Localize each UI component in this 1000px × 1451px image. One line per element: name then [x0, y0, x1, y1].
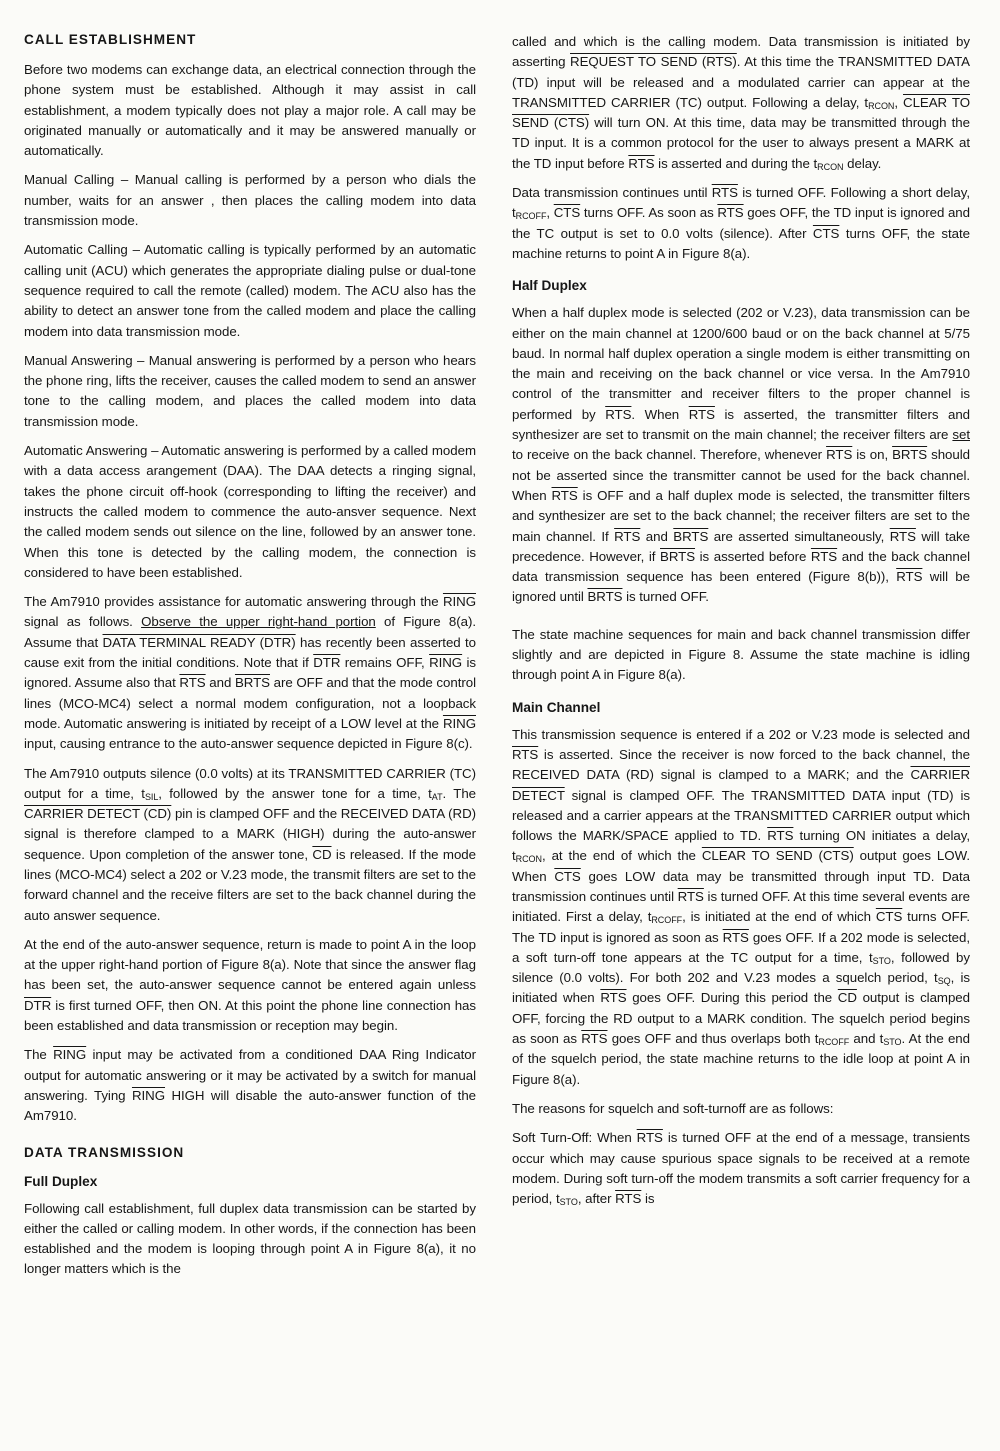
paragraph-auto-answer-end: At the end of the auto-answer sequence, return is made to point A in the loop at the upper right-hand portion of Figure 8(a). Note that since the answer flag has been set, the auto-answer sequence cannot be entered again unless $\overline{DTR}$ is first turned OFF, then ON. At this point the phone line connection has been established and data transmission or reception may begin.: [24, 936, 476, 1034]
paragraph-squelch-reasons: The reasons for squelch and soft-turnoff are as follows:: [512, 1100, 834, 1116]
paragraph-full-duplex: Following call establishment, full duplex data transmission can be started by either the called or calling modem. In other words, if the connection has been established and the modem is looping through point A in Figure 8(a), it no longer matters which is the: [24, 1200, 476, 1277]
paragraph-full-duplex-cont: called and which is the calling modem. Data transmission is initiated by asserting REQUEST TO SEND (RTS). At this time the TRANSMITTED DATA (TD) input will be released and a modulated carrier can appear at the TRANSMITTED CARRIER (TC) output. Following a delay, $t_{RCON}$, CLEAR TO SEND (CTS) will turn ON. At this time, data may be transmitted through the TD input. It is a common protocol for the user to always present a MARK at the TD input before $\overline{RTS}$ is asserted and during the $t_{RCON}$ delay.: [512, 34, 970, 172]
paragraph-manual-calling: Manual Calling – Manual calling is performed by a person who dials the number, waits for an answer , then places the calling modem into data transmission mode.: [24, 172, 476, 229]
heading-data-transmission: DATA TRANSMISSION: [24, 1144, 185, 1160]
paragraph-silence-output: The Am7910 outputs silence (0.0 volts) at its TRANSMITTED CARRIER (TC) output for a time, $t_{SIL}$, followed by the answer tone for a time, $t_{AT}$. The CARRIER DETECT (CD) pin is clamped OFF and the RECEIVED DATA (RD) signal is therefore clamped to a MARK (HIGH) during the auto-answer sequence. Upon completion of the answer tone, $\overline{CD}$ is released. If the mode lines (MCO-MC4) select a 202 or V.23 mode, the transmit filters are set to the forward channel and the receive filters are set to the back channel during the auto answer sequence.: [24, 765, 477, 923]
paragraph-soft-turn-off: Soft Turn-Off: When $\overline{RTS}$ is turned OFF at the end of a message, transients occur which may cause spurious space signals to be received at a remote modem. During soft turn-off the modem transmits a soft carrier frequency for a period, $t_{STO}$, after $\overline{RTS}$ is: [512, 1130, 970, 1208]
paragraph-main-channel: This transmission sequence is entered if a 202 or V.23 mode is selected and $\overline{RTS}$ is asserted. Since the receiver is now forced to the back channel, the RECEIVED DATA (RD) signal is clamped to a MARK; and the CARRIER DETECT signal is clamped OFF. The TRANSMITTED DATA input (TD) is released and a carrier appears at the TRANSMITTED CARRIER output which follows the MARK/SPACE applied to TD. $\overline{RTS}$ turning ON initiates a delay, $t_{RCON}$, at the end of which the CLEAR TO SEND (CTS) output goes LOW. When $\overline{CTS}$ goes LOW data may be transmitted through input TD. Data transmission continues until $\overline{RTS}$ is turned OFF. At this time several events are initiated. First a delay, $t_{RCOFF}$, is initiated at the end of which $\overline{CTS}$ turns OFF. The TD input is ignored as soon as $\overline{RTS}$ goes OFF. If a 202 mode is selected, a soft turn-off tone appears at the TC output for a time, $t_{STO}$, followed by silence (0.0 volts). For both 202 and V.23 modes a squelch period, $t_{SQ}$, is initiated when $\overline{RTS}$ goes OFF. During this period the $\overline{CD}$ output is clamped OFF, forcing the RD output to a MARK condition. The squelch period begins as soon as $\overline{RTS}$ goes OFF and thus overlaps both $t_{RCOFF}$ and $t_{STO}$. At the end of the squelch period, the state machine returns to the idle loop at point A in Figure 8(a).: [512, 726, 971, 1087]
paragraph-state-machine: The state machine sequences for main and back channel transmission differ slightly and are depicted in Figure 8. Assume the state machine is idling through point A in Figure 8(a).: [512, 626, 970, 683]
heading-main-channel: Main Channel: [512, 699, 601, 715]
heading-full-duplex: Full Duplex: [24, 1173, 98, 1189]
right-column: [512, 30, 970, 1451]
paragraph-transmission-continues: Data transmission continues until $\overline{RTS}$ is turned OFF. Following a short delay, $t_{RCOFF}$, $\overline{CTS}$ turns OFF. As soon as $\overline{RTS}$ goes OFF, the TD input is ignored and the TC output is set to 0.0 volts (silence). After $\overline{CTS}$ turns OFF, the state machine returns to point A in Figure 8(a).: [512, 185, 970, 261]
heading-half-duplex: Half Duplex: [512, 278, 587, 294]
paragraph-call-intro: Before two modems can exchange data, an electrical connection through the phone system must be established. Although it may assist in call establishment, a modem typically does not play a major role. A call may be originated manually or automatically and it may be answered manually or automatically.: [24, 62, 476, 159]
heading-call-establishment: CALL ESTABLISHMENT: [24, 32, 197, 47]
spacer: [512, 617, 970, 625]
paragraph-automatic-calling: Automatic Calling – Automatic calling is typically performed by an automatic calling unit (ACU) which generates the appropriate dialing pulse or dual-tone sequence required to call the remote (called) modem. The ACU also has the ability to detect an answer tone from the called modem and place the calling modem into data transmission mode.: [24, 242, 476, 339]
paragraph-automatic-answering: Automatic Answering – Automatic answering is performed by a called modem with a data access arangement (DAA). The DAA detects a ringing signal, takes the phone circuit off-hook (corresponding to lifting the receiver) and instructs the called modem to commence the auto-ansver sequence. Next the called modem sends out silence on the line, followed by an answer tone. When this tone is detected by the calling modem, the connection is considered to have been established.: [24, 443, 476, 580]
left-column: [24, 30, 476, 1451]
paragraph-manual-answering: Manual Answering – Manual answering is performed by a person who hears the phone ring, lifts the receiver, causes the called modem to send an answer tone to the calling modem, and places the called modem into data transmission mode.: [24, 352, 476, 429]
paragraph-half-duplex: When a half duplex mode is selected (202 or V.23), data transmission can be either on the main channel at 1200/600 baud or on the back channel at 5/75 baud. In normal half duplex operation a single modem is either transmitting on the main and receiving on the back channel or vice versa. In the Am7910 control of the transmitter and receiver filters to the proper channel is performed by $\overline{RTS}$. When $\overline{RTS}$ is asserted, the transmitter filters and synthesizer are set to transmit on the main channel; the receiver filters are set to receive on the back channel. Therefore, whenever $\overline{RTS}$ is on, BRTS should not be asserted since the transmitter cannot be used for the back channel. When $\overline{RTS}$ is OFF and a half duplex mode is selected, the transmitter filters and synthesizer are set to the back channel; the receiver filters are set to the main channel. If $\overline{RTS}$ and BRTS are asserted simultaneously, $\overline{RTS}$ will take precedence. However, if BRTS is asserted before $\overline{RTS}$ and the back channel data transmission sequence has been entered (Figure 8(b)), $\overline{RTS}$ will be ignored until BRTS is turned OFF.: [512, 305, 971, 605]
paragraph-am7910-ring: The Am7910 provides assistance for automatic answering through the RING signal as follows. Observe the upper right-hand portion of Figure 8(a). Assume that DATA TERMINAL READY (DTR) has recently been asserted to cause exit from the initial conditions. Note that if $\overline{DTR}$ remains OFF, RING is ignored. Assume also that $\overline{RTS}$ and BRTS are OFF and that the mode control lines (MCO-MC4) select a normal modem configuration, not a loopback mode. Automatic answering is initiated by receipt of a LOW level at the RING input, causing entrance to the auto-answer sequence depicted in Figure 8(c).: [24, 594, 477, 752]
paragraph-ring-input: The RING input may be activated from a conditioned DAA Ring Indicator output for automatic answering or it may be activated by a switch for manual answering. Tying RING HIGH will disable the auto-answer function of the Am7910.: [24, 1047, 477, 1124]
